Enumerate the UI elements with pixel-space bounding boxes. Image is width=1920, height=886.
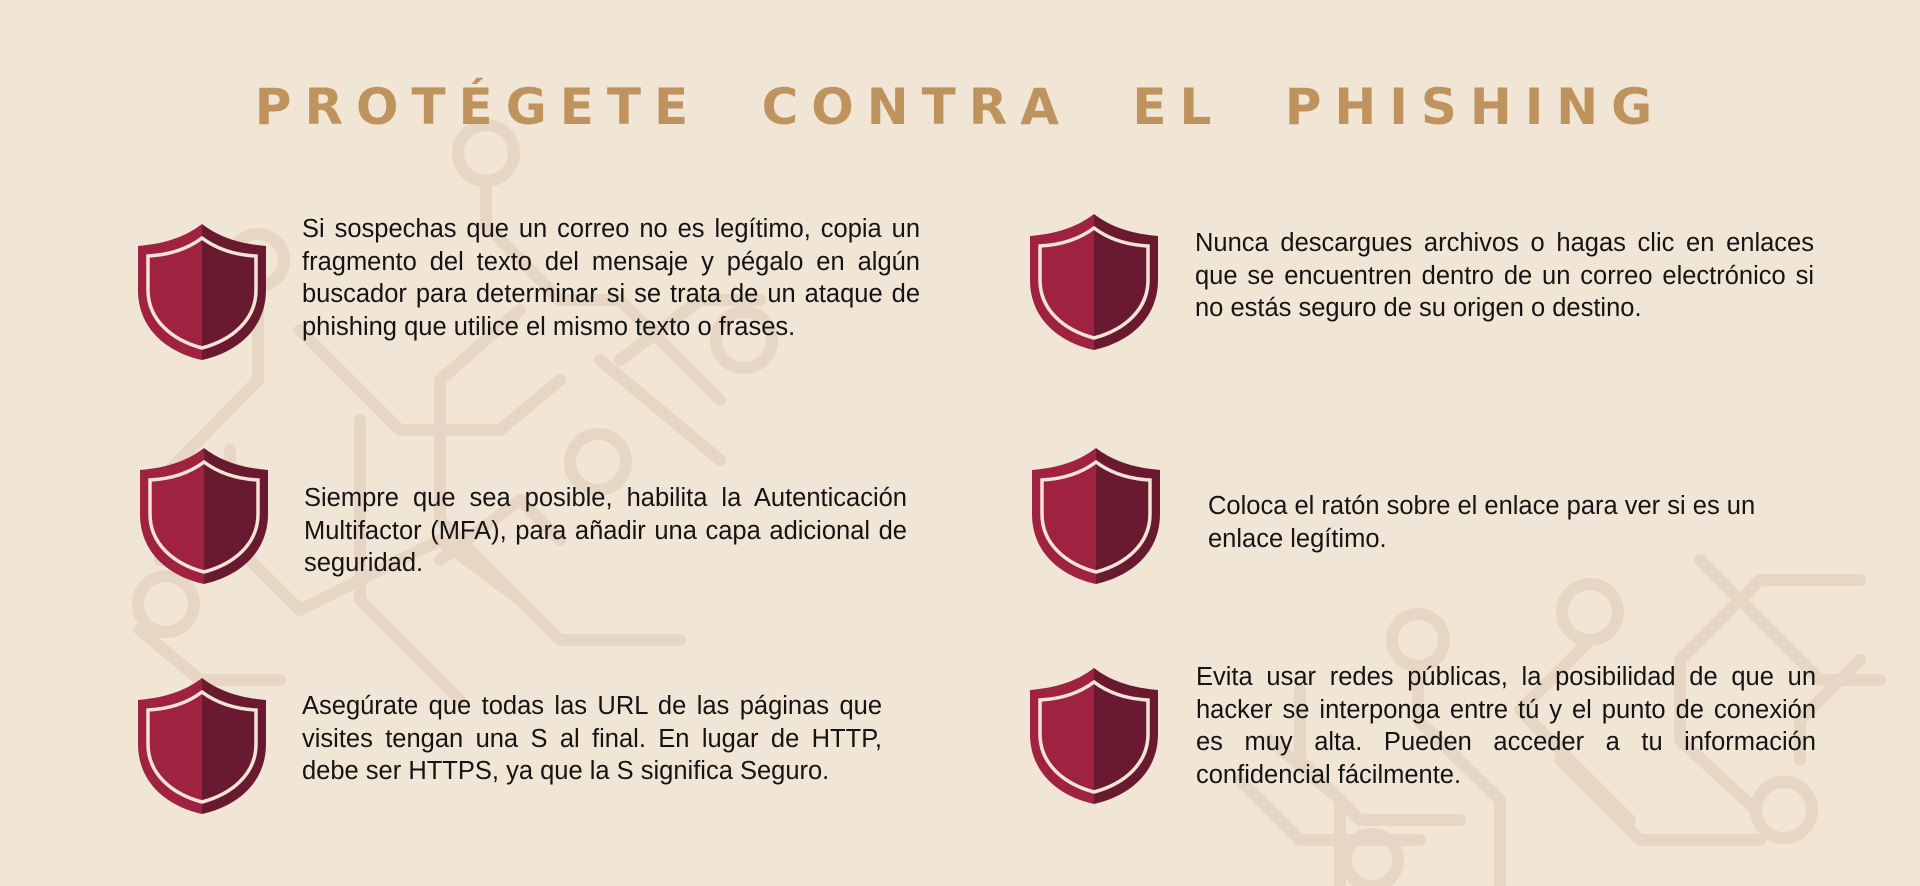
tip-text: Asegúrate que todas las URL de las páginas que visites tengan una S al final. En lugar de HTTP, debe ser HTTPS, ya que la S significa Seguro.: [302, 692, 882, 785]
tip-text: Coloca el ratón sobre el enlace para ver si es un enlace legítimo.: [1208, 492, 1756, 553]
shield-icon: [1026, 664, 1162, 808]
tip-text: Siempre que sea posible, habilita la Autenticación Multifactor (MFA), para añadir una capa adicional de seguridad.: [304, 484, 907, 577]
tip-text: Evita usar redes públicas, la posibilidad de que un hacker se interponga entre tú y el punto de conexión es muy alta. Pueden acceder a tu información confidencial fácilmente.: [1196, 663, 1816, 789]
tip-text: Nunca descargues archivos o hagas clic en enlaces que se encuentren dentro de un correo electrónico si no estás seguro de su origen o destino.: [1195, 229, 1814, 322]
tip-text: Si sospechas que un correo no es legítimo, copia un fragmento del texto del mensaje y pégalo en algún buscador para determinar si se trata de un ataque de phishing que utilice el mismo texto o frases.: [302, 215, 920, 341]
shield-icon: [1026, 210, 1162, 354]
shield-icon: [134, 220, 270, 364]
shield-icon: [134, 674, 270, 818]
shield-icon: [1028, 444, 1164, 588]
page-title: PROTÉGETE CONTRA EL PHISHING: [254, 78, 1666, 136]
shield-icon: [136, 444, 272, 588]
